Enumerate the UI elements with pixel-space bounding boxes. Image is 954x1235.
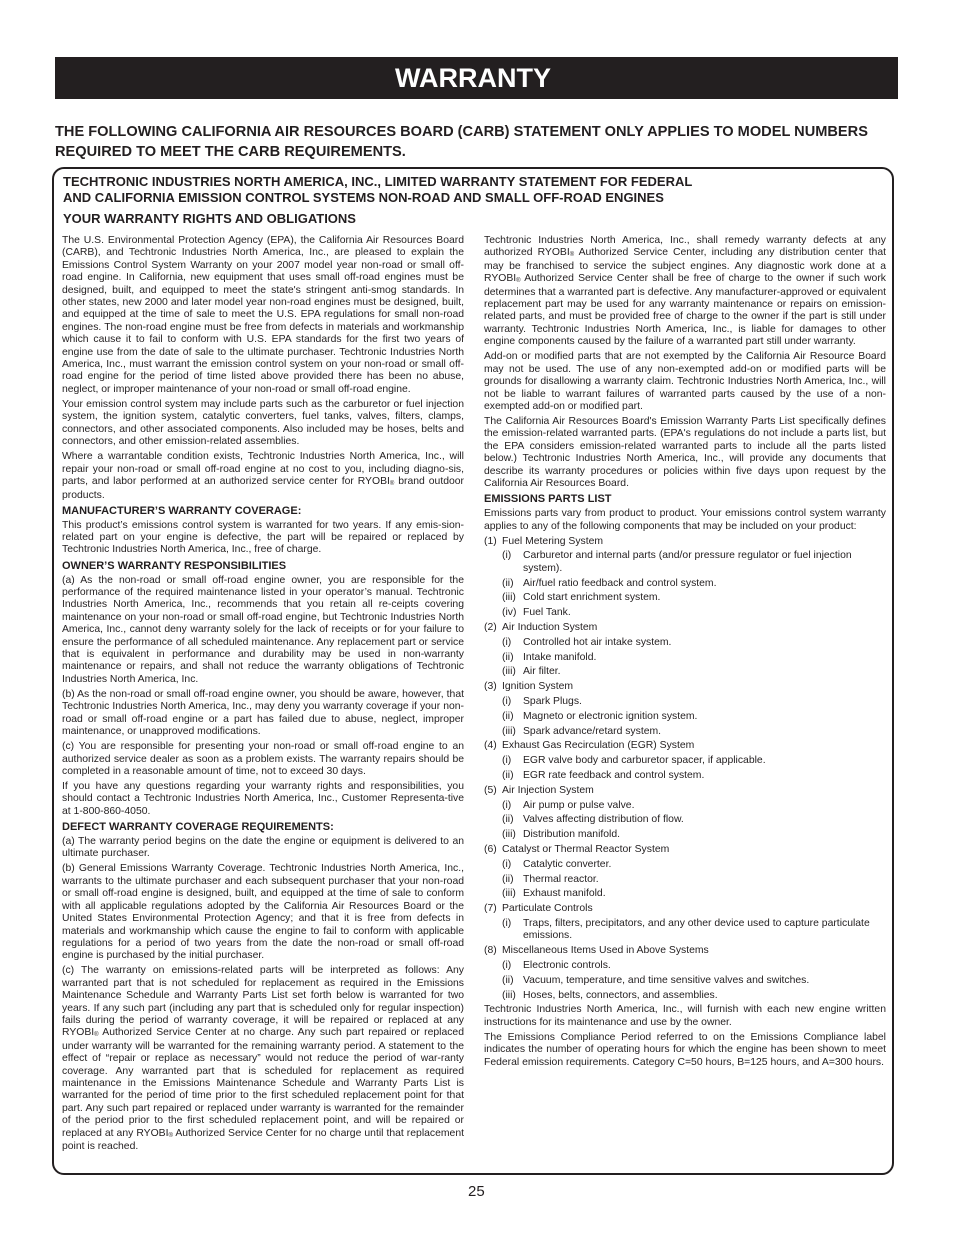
list-item (484, 859, 886, 871)
list-number: (1) (484, 535, 497, 547)
section-heading: OWNER’S WARRANTY RESPONSIBILITIES (62, 559, 287, 572)
list-item-text: Hoses, belts, connectors, and assemblies. (523, 989, 718, 1001)
registered-mark: ® (94, 1032, 99, 1039)
paragraph: Techtronic Industries North America, Inc., will furnish with each new engine written instructions for its maintenance and use by the owner. (484, 1004, 886, 1028)
list-number: (iii) (502, 725, 516, 737)
list-item-text: Cold start enrichment system. (523, 592, 661, 604)
emissions-parts-list (484, 536, 886, 1002)
paragraph: (c) You are responsible for presenting your non-road or small off-road engine to an authorized service dealer as soon as a problem exists. The warranty repairs should be completed in a reasonable amount of time, not to exceed 30 days. (62, 741, 464, 777)
list-number: (ii) (502, 814, 514, 826)
paragraph: If you have any questions regarding your warranty rights and responsibilities, you should contact a Techtronic Industries North America, Inc., Customer Representa-tive at 1-800-860-4050. (62, 781, 464, 817)
carb-statement-line-2: REQUIRED TO MEET THE CARB REQUIREMENTS. (55, 144, 406, 160)
heading-line-1: TECHTRONIC INDUSTRIES NORTH AMERICA, INC., LIMITED WARRANTY STATEMENT FOR FEDERAL (63, 174, 693, 189)
list-number: (iii) (502, 989, 516, 1001)
list-item (484, 578, 886, 590)
heading-line-2: AND CALIFORNIA EMISSION CONTROL SYSTEMS NON-ROAD AND SMALL OFF-ROAD ENGINES (63, 190, 664, 205)
parts-group (484, 785, 886, 797)
list-number: (4) (484, 740, 497, 752)
warranty-statement-heading (63, 174, 863, 206)
paragraph: (b) General Emissions Warranty Coverage. Techtronic Industries North America, Inc., warrants to the ultimate purchaser and each subsequent purchaser that your non-road or small off-road engine is designed, built, and equipped at the time of sale to conform with all applicable regulations adopted by the California Air Resources Board or the United States Environmental Protection Agency; and that it is free from defects in materials and workmanship which cause the engine to fail to conform with applicable regulations for a period of two years from the date the non-road or small off-road engine is purchased by the initial purchaser. (62, 863, 464, 962)
list-item (484, 874, 886, 886)
parts-group (484, 903, 886, 915)
list-item (484, 711, 886, 723)
registered-mark: ® (516, 278, 521, 285)
right-column (484, 235, 886, 1072)
list-number: (i) (502, 696, 512, 708)
list-item-text: Carburetor and internal parts (and/or pressure regulator or fuel injection system). (523, 550, 852, 574)
registered-mark: ® (569, 252, 575, 259)
list-item-label: Fuel Metering System (502, 535, 604, 547)
parts-group (484, 681, 886, 693)
section-heading: EMISSIONS PARTS LIST (484, 493, 612, 506)
paragraph: (c) The warranty on emissions-related parts will be interpreted as follows: Any warranted part that is not scheduled for replacement as required in the Emissions Maintenance Schedule and Warranty Parts List set forth below is warranted for two years. If any such part (including any part that is scheduled only for regular inspection) fails during the period of warranty coverage, it will be repaired or replaced at any RYOBI® Authorized Service Center at no charge. Any such part repaired or replaced under warranty will be warranted for the remaining warranty period. A statement to the effect of “repair or replace as necessary” would not reduce the period of war-ranty coverage. Any warranted part that is scheduled for replacement as required maintenance in the Emissions Maintenance Schedule and Warranty Parts List is warranted for the period of time prior to the first scheduled replacement point for that part. Any such part repaired or replaced under warranty is warranted for the remainder of the period prior to the first scheduled replacement point, and will be repaired or replaced at any RYOBI® Authorized Service Center for no charge until that replacement point is reached. (62, 965, 464, 1153)
paragraph: Where a warrantable condition exists, Techtronic Industries North America, Inc., will repair your non-road or small off-road engine at no cost to you, including diagno-sis, parts, and labor performed at an authorized service center for RYOBI® brand outdoor products. (62, 451, 465, 501)
paragraph: Techtronic Industries North America, Inc., shall remedy warranty defects at any authorized RYOBI® Authorized Service Center, including any distribution center that may be franchised to service the subject engines. Any diagnostic work done at a RYOBI® Authorized Service Center shall be free of charge to the owner if such work determines that a warranted part is defective. Any manufacturer-approved or equivalent replacement part may be used for any warranty maintenance or repairs on emission-related parts, and must be provided free of charge to the owner if the part is still under warranty. Techtronic Industries North America, Inc., is liable for damages to other engine components caused by the failure of a warranted part still under warranty. (484, 235, 886, 348)
list-item-text: Thermal reactor. (523, 873, 599, 885)
list-number: (iii) (502, 829, 516, 841)
list-item (484, 637, 886, 649)
list-item-text: Air pump or pulse valve. (523, 799, 635, 811)
list-item (484, 888, 886, 900)
list-item (484, 829, 886, 841)
list-number: (i) (502, 550, 512, 562)
list-item (484, 755, 886, 767)
list-item (484, 696, 886, 708)
list-number: (iii) (502, 888, 516, 900)
paragraph: The Emissions Compliance Period referred to on the Emissions Compliance label indicates the number of operating hours for which the engine has been shown to meet Federal emission requirements. Category C=50 hours, B=125 hours, and A=300 hours. (484, 1031, 886, 1068)
list-item (484, 918, 886, 943)
list-item-label: Particulate Controls (502, 903, 593, 915)
list-item-text: Intake manifold. (523, 651, 597, 663)
list-item-text: Exhaust manifold. (523, 888, 606, 900)
list-number: (2) (484, 622, 497, 634)
list-item-text: Traps, filters, precipitators, and any other device used to capture particulate emissions. (523, 918, 870, 942)
list-item-label: Ignition System (502, 681, 574, 693)
paragraph: Your emission control system may include parts such as the carburetor or fuel injection system, the ignition system, catalytic converters, fuel tanks, valves, filters, clamps, connectors, and other associated components. Also included may be hoses, belts and connectors, and other emission-related assemblies. (62, 398, 464, 448)
page-number: 25 (468, 1183, 485, 1200)
list-item-text: Magneto or electronic ignition system. (523, 710, 698, 722)
list-item-label: Air Induction System (502, 622, 598, 634)
list-number: (ii) (502, 770, 514, 782)
paragraph: (a) The warranty period begins on the date the engine or equipment is delivered to an ultimate purchaser. (62, 835, 464, 860)
list-item-text: EGR rate feedback and control system. (523, 770, 705, 782)
list-item-text: Fuel Tank. (523, 607, 571, 619)
carb-statement-line-1: THE FOLLOWING CALIFORNIA AIR RESOURCES BOARD (CARB) STATEMENT ONLY APPLIES TO MODEL NUMBERS (55, 124, 868, 140)
list-item (484, 975, 886, 987)
list-number: (7) (484, 903, 497, 915)
registered-mark: ® (168, 1132, 173, 1139)
list-number: (6) (484, 844, 497, 856)
list-item (484, 666, 886, 678)
list-item-text: Vacuum, temperature, and time sensitive valves and switches. (523, 974, 810, 986)
list-number: (8) (484, 945, 497, 957)
list-number: (iii) (502, 666, 516, 678)
list-item (484, 550, 886, 575)
list-item-label: Miscellaneous Items Used in Above Systems (502, 945, 709, 957)
list-number: (iv) (502, 607, 517, 619)
page-title: WARRANTY (395, 63, 551, 93)
list-item-text: Controlled hot air intake system. (523, 636, 672, 648)
list-number: (iii) (502, 592, 516, 604)
registered-mark: ® (389, 481, 395, 488)
list-item-text: Valves affecting distribution of flow. (523, 814, 684, 826)
list-item (484, 607, 886, 619)
list-item (484, 800, 886, 812)
list-item-text: Electronic controls. (523, 960, 611, 972)
list-item (484, 990, 886, 1002)
list-number: (i) (502, 960, 512, 972)
list-item (484, 652, 886, 664)
parts-group (484, 945, 886, 957)
list-item-label: Exhaust Gas Recirculation (EGR) System (502, 740, 695, 752)
paragraph: (b) As the non-road or small off-road engine owner, you should be aware, however, that Techtronic Industries North America, Inc., may deny you warranty coverage if your non-road or small off-road engine or a part has failed due to abuse, neglect, improper maintenance, or unapproved modifications. (62, 688, 464, 738)
list-item-text: Spark Plugs. (523, 696, 582, 708)
list-item (484, 814, 886, 826)
list-number: (i) (502, 858, 512, 870)
section-heading: MANUFACTURER’S WARRANTY COVERAGE: (62, 504, 302, 517)
paragraph: The U.S. Environmental Protection Agency (EPA), the California Air Resources Board (CARB), and Techtronic Industries North America, Inc., are pleased to explain the Emissions Control System Warranty on your 2007 model year non-road or small off-road engine. In California, new equipment that uses small off-road engines must be designed, built, and equipped to meet the state's stringent anti-smog standards. In other states, new 2000 and later model year non-road engines must be designed, built, and equipped at the time of sale to meet the U.S. EPA regulations for small non-road engines. The non-road engine must be free from defects in materials and workmanship which cause it to fail to conform with U.S. EPA standards for the first two years of engine use from the date of sale to the ultimate purchaser. Techtronic Industries North America, Inc., must warrant the emission control system on your non-road or small off-road engine for the period of time listed above provided there has been no abuse, neglect, or improper maintenance of your non-road or small off-road engine. (62, 235, 464, 395)
list-number: (3) (484, 681, 497, 693)
list-item-text: Air/fuel ratio feedback and control system. (523, 577, 717, 589)
rights-heading: YOUR WARRANTY RIGHTS AND OBLIGATIONS (63, 211, 356, 226)
list-number: (i) (502, 755, 512, 767)
paragraph: (a) As the non-road or small off-road engine owner, you are responsible for the performance of the required maintenance listed in your operator’s manual. Techtronic Industries North America, Inc., recommends that you retain all re-ceipts covering maintenance on your non-road or small off-road engine, but Techtronic Industries North America, Inc., cannot deny warranty solely for the lack of receipts or for your failure to ensure the performance of all scheduled maintenance. Any replacement part or service that is equivalent in performance and durability may be used in non-warranty maintenance or repairs, and shall not reduce the warranty obligations of Techtronic Industries North America, Inc. (62, 574, 464, 685)
parts-group (484, 844, 886, 856)
parts-group (484, 740, 886, 752)
list-item (484, 960, 886, 972)
list-number: (i) (502, 799, 512, 811)
parts-group (484, 622, 886, 634)
paragraph: Emissions parts vary from product to product. Your emissions control system warranty applies to any of the following components that may be included on your product: (484, 508, 886, 532)
paragraph: Add-on or modified parts that are not exempted by the California Air Resource Board may not be used. The use of any non-exempted add-on or modified parts will be grounds for disallowing a warranty claim. Techtronic Industries North America, Inc., will not be liable to warrant failures of warranted parts caused by the use of a non-exempted add-on or modified part. (484, 351, 886, 412)
list-number: (5) (484, 784, 497, 796)
list-number: (ii) (502, 873, 514, 885)
list-number: (ii) (502, 710, 514, 722)
list-number: (ii) (502, 651, 514, 663)
left-column (62, 235, 464, 1156)
list-item (484, 726, 886, 738)
paragraph: This product’s emissions control system is warranted for two years. If any emis-sion-related part on your engine is defective, the part will be repaired or replaced by Techtronic Industries North America, Inc., free of charge. (62, 519, 464, 556)
list-number: (i) (502, 636, 512, 648)
warranty-banner (55, 57, 898, 99)
list-item-text: EGR valve body and carburetor spacer, if applicable. (523, 755, 766, 767)
list-item-label: Catalyst or Thermal Reactor System (502, 844, 670, 856)
paragraph: The California Air Resources Board's Emission Warranty Parts List specifically defines the emission-related warranted parts. (EPA's regulations do not include a parts list, but the EPA considers emission-related warranted parts to include all the parts listed below.) Techtronic Industries North America, Inc., will provide any documents that describe its warranty procedures or policies within five days upon request by the California Air Resources Board. (484, 416, 886, 490)
parts-group (484, 536, 886, 548)
list-item-text: Spark advance/retard system. (523, 725, 662, 737)
list-number: (ii) (502, 577, 514, 589)
carb-statement (55, 122, 905, 162)
list-item (484, 770, 886, 782)
list-number: (i) (502, 918, 512, 930)
list-item (484, 592, 886, 604)
list-item-text: Distribution manifold. (523, 829, 621, 841)
list-number: (ii) (502, 974, 514, 986)
list-item-label: Air Injection System (502, 784, 594, 796)
list-item-text: Catalytic converter. (523, 858, 612, 870)
list-item-text: Air filter. (523, 666, 561, 678)
section-heading: DEFECT WARRANTY COVERAGE REQUIREMENTS: (62, 820, 334, 833)
